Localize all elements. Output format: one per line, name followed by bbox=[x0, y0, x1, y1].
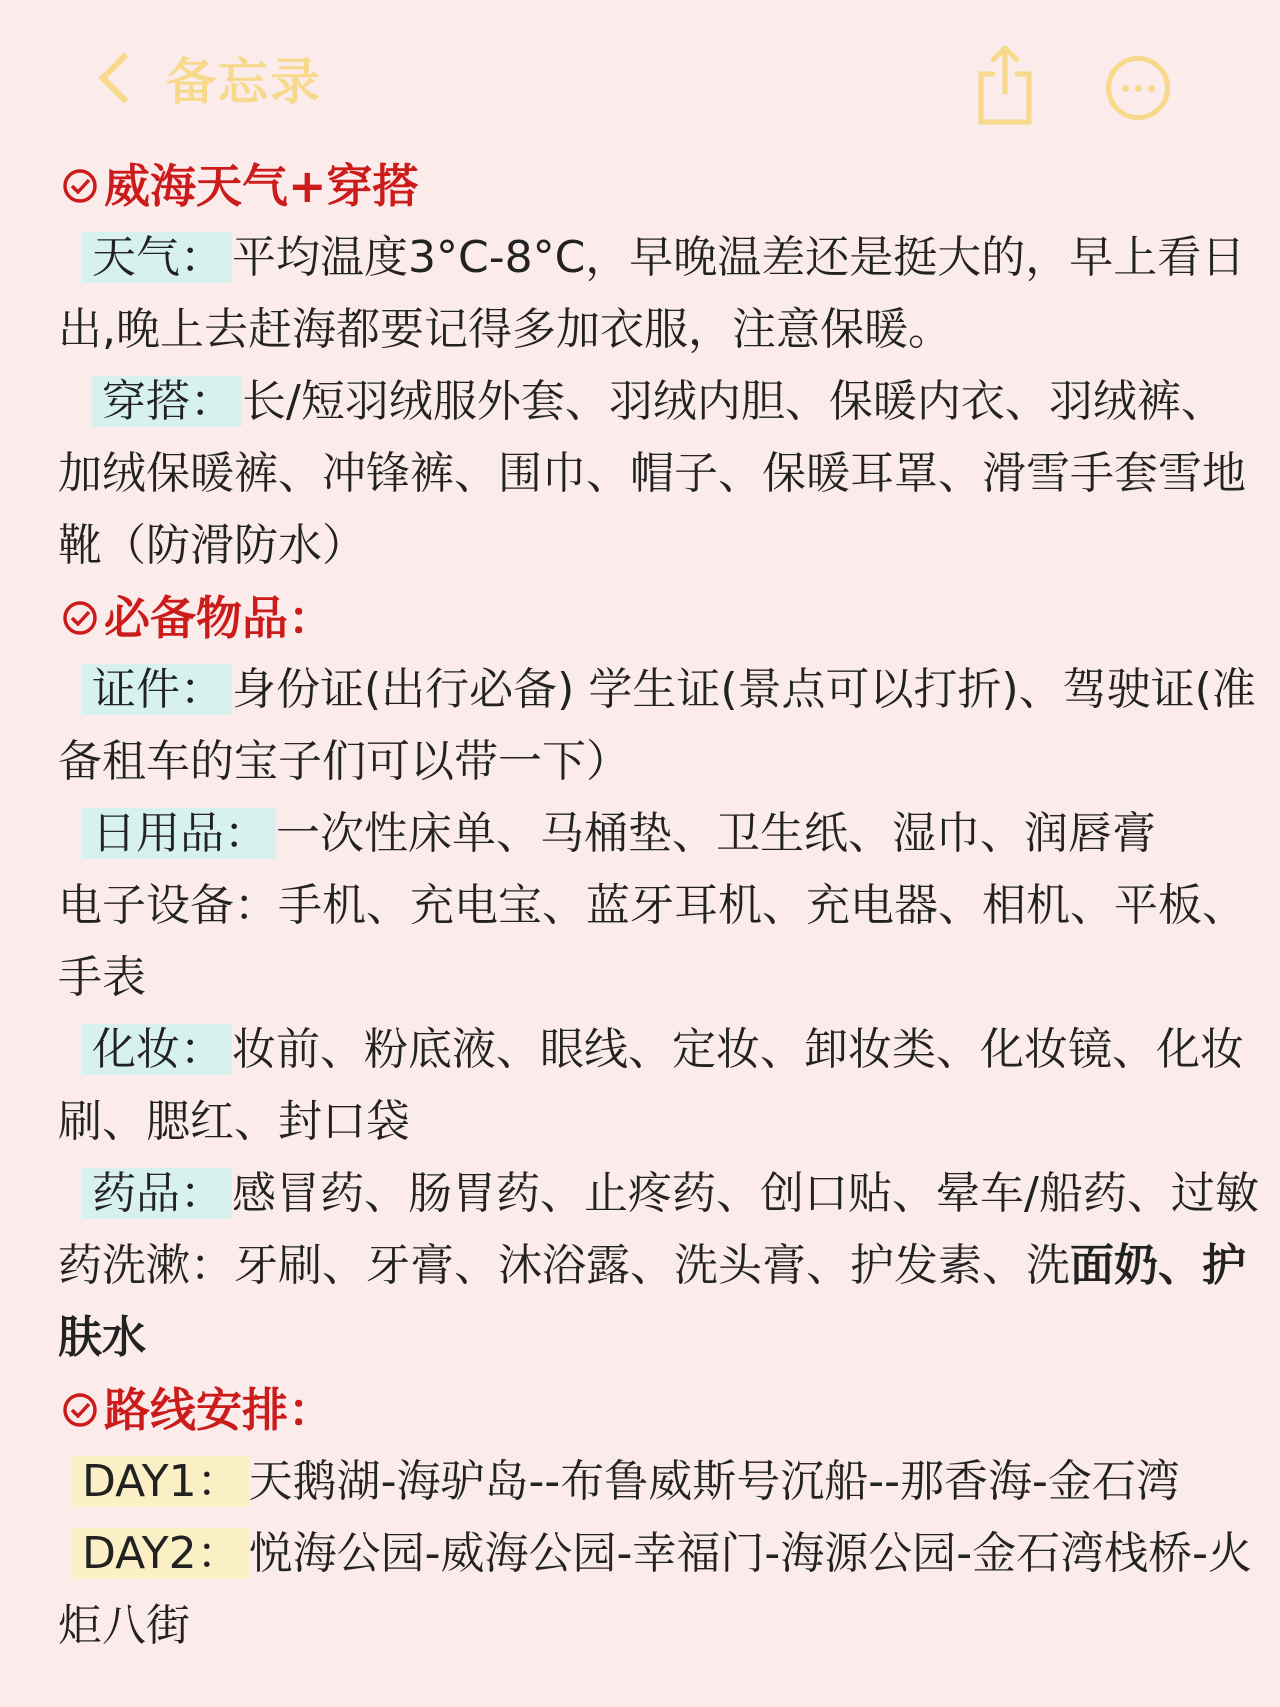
section-title-weather: 威海天气+穿搭 bbox=[62, 150, 1263, 222]
day2-paragraph bbox=[58, 1518, 1263, 1662]
outfit-tag: 穿搭： bbox=[92, 376, 242, 427]
weather-paragraph bbox=[58, 222, 1263, 366]
medicine-text: 感冒药、肠胃药、止疼药、创口贴、晕车/船药、过敏药洗漱：牙刷、牙膏、沐浴露、洗头膏、护发素、洗 bbox=[58, 1168, 1259, 1291]
docs-paragraph bbox=[58, 654, 1263, 798]
daily-text: 一次性床单、马桶垫、卫生纸、湿巾、润唇膏 bbox=[276, 808, 1156, 859]
section-title-items: 必备物品： bbox=[62, 582, 1263, 654]
docs-text: 身份证(出行必备) 学生证(景点可以打折)、驾驶证(准备租车的宝子们可以带一下） bbox=[58, 664, 1256, 787]
nav-bar bbox=[0, 0, 1280, 170]
back-label: 备忘录 bbox=[166, 53, 322, 111]
makeup-text: 妆前、粉底液、眼线、定妆、卸妆类、化妆镜、化妆刷、腮红、封口袋 bbox=[58, 1024, 1244, 1147]
daily-paragraph bbox=[58, 798, 1263, 870]
section-title-route: 路线安排： bbox=[62, 1374, 1263, 1446]
share-icon[interactable] bbox=[975, 42, 1035, 126]
day2-text: 悦海公园-威海公园-幸福门-海源公园-金石湾栈桥-火炬八街 bbox=[58, 1528, 1253, 1651]
check-circle-icon bbox=[62, 1392, 98, 1428]
medicine-tag: 药品： bbox=[82, 1168, 232, 1219]
weather-text: 平均温度3°C-8°C，早晚温差还是挺大的，早上看日出,晚上去赶海都要记得多加衣服，注意保暖。 bbox=[58, 232, 1246, 355]
check-circle-icon bbox=[62, 600, 98, 636]
note-body[interactable] bbox=[58, 150, 1263, 1662]
outfit-paragraph bbox=[58, 366, 1263, 582]
electronics-paragraph: 电子设备：手机、充电宝、蓝牙耳机、充电器、相机、平板、手表 bbox=[58, 880, 1246, 1003]
more-options-icon[interactable] bbox=[1106, 56, 1170, 120]
day2-tag: DAY2： bbox=[72, 1528, 249, 1579]
weather-tag: 天气： bbox=[82, 232, 232, 283]
makeup-paragraph bbox=[58, 1014, 1263, 1158]
medicine-bold-tail: 面奶、护肤水 bbox=[58, 1240, 1246, 1363]
check-circle-icon bbox=[62, 168, 98, 204]
makeup-tag: 化妆： bbox=[82, 1024, 232, 1075]
back-button[interactable] bbox=[92, 42, 322, 114]
day1-tag: DAY1： bbox=[72, 1456, 249, 1507]
day1-text: 天鹅湖-海驴岛--布鲁威斯号沉船--那香海-金石湾 bbox=[248, 1456, 1180, 1507]
daily-tag: 日用品： bbox=[82, 808, 276, 859]
docs-tag: 证件： bbox=[82, 664, 232, 715]
outfit-text: 长/短羽绒服外套、羽绒内胆、保暖内衣、羽绒裤、加绒保暖裤、冲锋裤、围巾、帽子、保暖耳罩、滑雪手套雪地靴（防滑防水） bbox=[58, 376, 1246, 571]
chevron-left-icon bbox=[99, 53, 150, 104]
medicine-paragraph bbox=[58, 1158, 1263, 1374]
day1-paragraph bbox=[58, 1446, 1263, 1518]
